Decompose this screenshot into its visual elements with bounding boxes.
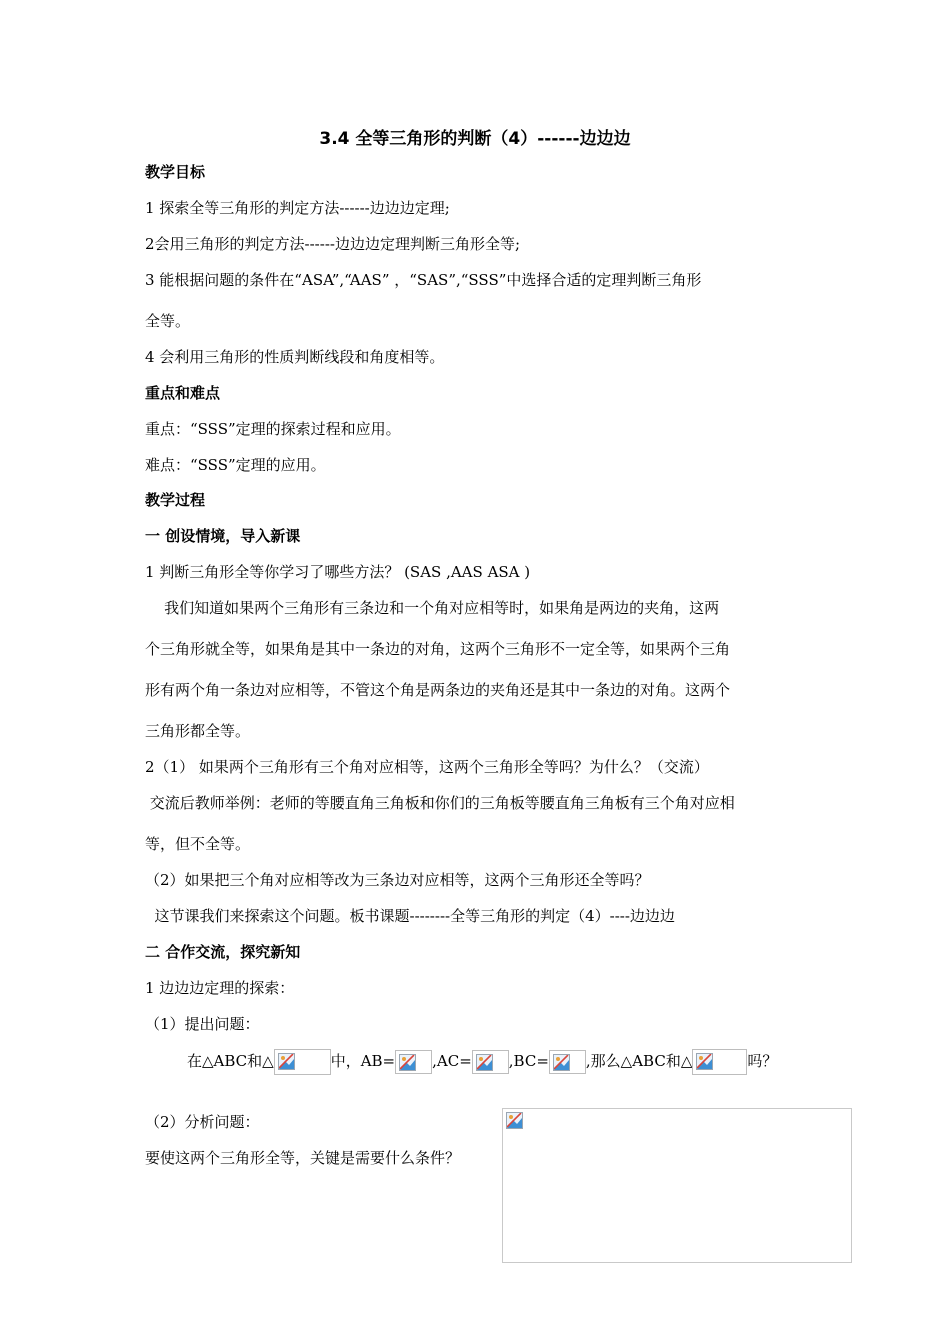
lesson-topic: 这节课我们来探索这个问题。板书课题--------全等三角形的判定（4）----边边边 <box>145 907 675 925</box>
goal-3-line-2: 全等。 <box>145 312 191 330</box>
paragraph-1-line-2: 个三角形就全等，如果角是其中一条边的对角，这两个三角形不一定全等，如果两个三角 <box>145 640 731 658</box>
key-point: 重点：“SSS”定理的探索过程和应用。 <box>145 420 401 438</box>
example-line-2: 等，但不全等。 <box>145 835 251 853</box>
paragraph-1-line-3: 形有两个角一条边对应相等，不管这个角是两条边的夹角还是其中一条边的对角。这两个 <box>145 681 731 699</box>
question-1: 1 判断三角形全等你学习了哪些方法？ (SAS ,AAS ASA ) <box>145 563 531 581</box>
problem-text-2: 中，AB= <box>330 1052 396 1070</box>
problem-text-5: ,那么△ABC和△ <box>585 1052 693 1070</box>
paragraph-1-line-1: 我们知道如果两个三角形有三条边和一个角对应相等时，如果角是两边的夹角，这两 <box>145 599 720 617</box>
image-placeholder <box>395 1050 432 1074</box>
problem-statement <box>187 1049 777 1075</box>
broken-image-icon <box>696 1053 713 1070</box>
problem-text-3: ,AC= <box>432 1052 472 1070</box>
example-line-1: 交流后教师举例：老师的等腰直角三角板和你们的三角板等腰直角三角板有三个角对应相 <box>145 794 735 812</box>
pose-question: （1）提出问题： <box>145 1015 260 1033</box>
goal-1: 1 探索全等三角形的判定方法------边边边定理; <box>145 199 450 217</box>
problem-text-6: 吗？ <box>747 1052 778 1070</box>
part-2-heading: 二 合作交流，探究新知 <box>145 943 301 961</box>
image-placeholder <box>472 1050 509 1074</box>
image-placeholder <box>274 1049 331 1075</box>
difficult-point: 难点：“SSS”定理的应用。 <box>145 456 326 474</box>
image-placeholder <box>549 1050 586 1074</box>
goal-3-line-1: 3 能根据问题的条件在“ASA”,“AAS” ，“SAS”,“SSS”中选择合适的定理判断三角形 <box>145 271 702 289</box>
goals-heading: 教学目标 <box>145 163 206 181</box>
broken-image-icon <box>476 1054 493 1071</box>
part-1-heading: 一 创设情境，导入新课 <box>145 527 301 545</box>
question-2-1: 2（1） 如果两个三角形有三个角对应相等，这两个三角形全等吗？为什么？（交流） <box>145 758 709 776</box>
broken-image-icon <box>278 1053 295 1070</box>
broken-image-icon <box>399 1054 416 1071</box>
broken-image-icon <box>506 1112 523 1129</box>
page-title: 3.4 全等三角形的判断（4）------边边边 <box>319 129 631 149</box>
problem-text-4: ,BC= <box>508 1052 549 1070</box>
question-2-2: （2）如果把三个角对应相等改为三条边对应相等，这两个三角形还全等吗？ <box>145 871 650 889</box>
image-placeholder <box>503 1109 527 1133</box>
broken-image-icon <box>553 1054 570 1071</box>
paragraph-1-line-4: 三角形都全等。 <box>145 722 251 740</box>
image-placeholder <box>692 1049 747 1075</box>
explore-1: 1 边边边定理的探索： <box>145 979 295 997</box>
key-heading: 重点和难点 <box>145 384 221 402</box>
analyze-question-text: 要使这两个三角形全等，关键是需要什么条件？ <box>145 1149 461 1167</box>
goal-2: 2会用三角形的判定方法------边边边定理判断三角形全等; <box>145 235 521 253</box>
analyze-question: （2）分析问题： <box>145 1113 260 1131</box>
figure-placeholder <box>502 1108 852 1263</box>
process-heading: 教学过程 <box>145 491 206 509</box>
goal-4: 4 会利用三角形的性质判断线段和角度相等。 <box>145 348 445 366</box>
problem-text-1: 在△ABC和△ <box>187 1052 274 1070</box>
